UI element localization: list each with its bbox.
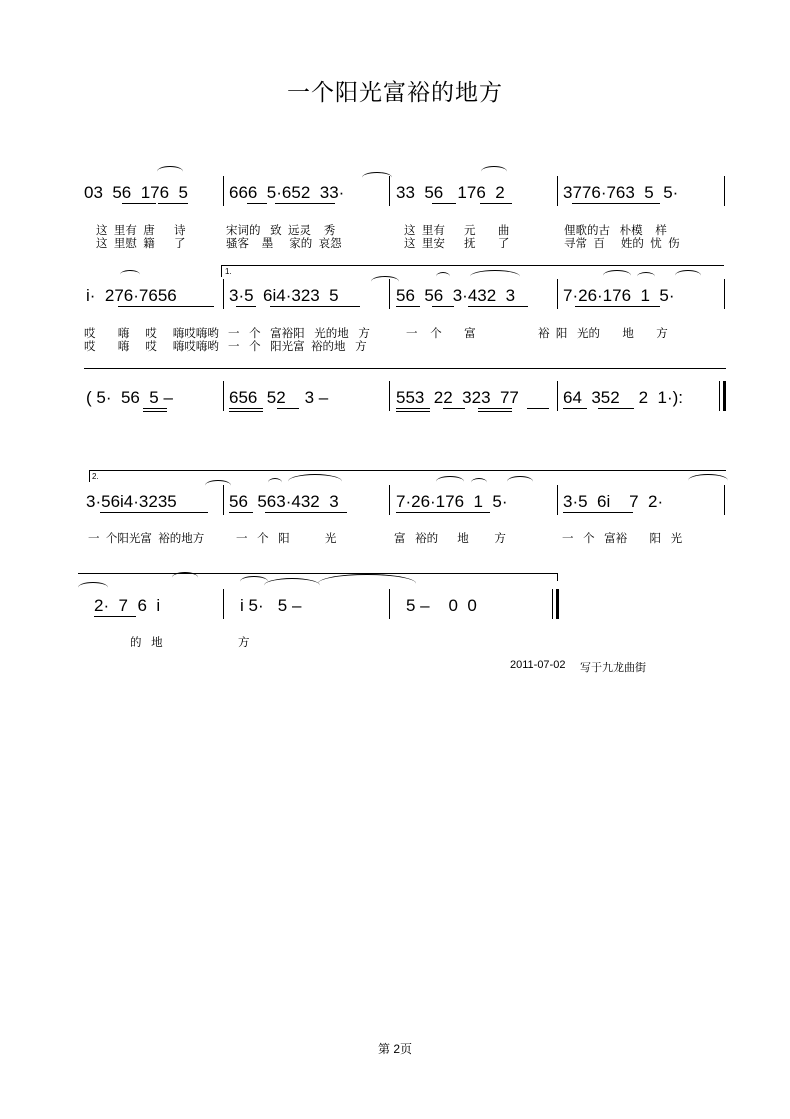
slur-mark <box>78 582 108 593</box>
lyric-line-2: 一 个 阳光富 裕的地 方 <box>228 341 367 353</box>
volta-bracket <box>221 265 724 266</box>
repeat-barline <box>723 381 726 411</box>
slur-mark <box>172 572 198 583</box>
tie-mark <box>371 276 399 287</box>
barline <box>557 381 558 411</box>
lyric-line-2: 这 里慰 籍 了 <box>96 238 186 250</box>
slur-mark <box>507 476 533 487</box>
slur-mark <box>470 270 520 283</box>
underline-beam <box>265 512 347 513</box>
barline <box>724 176 725 206</box>
final-barline <box>552 589 553 619</box>
barline <box>223 381 224 411</box>
underline-beam <box>270 306 360 307</box>
underline-beam <box>480 203 512 204</box>
lyric-line-1: 这 里有 元 曲 <box>404 225 510 237</box>
underline-beam <box>247 203 267 204</box>
slur-mark <box>675 270 701 281</box>
barline <box>557 485 558 515</box>
slur-mark <box>268 478 282 487</box>
underline-beam <box>143 408 167 409</box>
slur-mark <box>157 166 183 177</box>
tie-mark <box>318 574 416 593</box>
underline-beam <box>396 512 490 513</box>
tie-mark <box>362 172 392 183</box>
slur-mark <box>688 474 728 487</box>
underline-beam <box>478 408 512 409</box>
underline-beam <box>396 306 420 307</box>
barline <box>223 176 224 206</box>
measure-notes: 33 56 176 2 <box>396 183 505 202</box>
repeat-barline <box>719 381 720 411</box>
volta-bracket <box>89 470 726 471</box>
lyric-line-1: 的 地 <box>130 637 163 649</box>
volta-label: 2. <box>92 472 99 481</box>
lyric-line-2: 哎 嗨 哎 嗨哎嗨哟 <box>84 341 219 353</box>
volta-label: 1. <box>225 267 232 276</box>
slur-mark <box>436 272 450 281</box>
barline <box>223 279 224 309</box>
underline-beam <box>143 411 167 412</box>
underline-beam <box>432 203 456 204</box>
underline-beam <box>396 408 430 409</box>
measure-notes: i 5· 5 – <box>240 596 302 615</box>
underline-beam <box>158 203 188 204</box>
measure-notes: 553 22 323 77 <box>396 388 519 407</box>
underline-beam <box>118 306 214 307</box>
lyric-line-1: 俚歌的古 朴模 样 <box>564 225 667 237</box>
slur-mark <box>637 272 655 281</box>
underline-beam <box>94 616 136 617</box>
barline <box>724 279 725 309</box>
underline-beam <box>277 408 299 409</box>
underline-beam <box>563 408 587 409</box>
underline-beam <box>236 306 256 307</box>
volta-bracket <box>89 470 90 482</box>
measure-notes: 7·26·176 1 5· <box>396 492 508 511</box>
song-title: 一个阳光富裕的地方 <box>287 79 503 105</box>
footer-date: 2011-07-02 <box>510 659 566 671</box>
page-number: 第 2页 <box>377 1042 412 1056</box>
measure-notes: 3·5 6i 7 2· <box>563 492 664 511</box>
underline-beam <box>229 408 263 409</box>
underline-beam <box>396 411 430 412</box>
separator-line <box>557 573 558 581</box>
barline <box>389 485 390 515</box>
lyric-line-1: 富 裕的 地 方 <box>394 533 506 545</box>
underline-beam <box>575 306 660 307</box>
slur-mark <box>471 478 487 487</box>
lyric-line-1: 一 个 阳 光 <box>236 533 337 545</box>
underline-beam <box>478 411 512 412</box>
measure-notes: 7·26·176 1 5· <box>563 286 675 305</box>
lyric-line-1: 一 个 富裕阳 光的地 方 <box>228 328 370 340</box>
underline-beam <box>527 408 549 409</box>
separator-line <box>78 573 558 574</box>
lyric-line-1: 这 里有 唐 诗 <box>96 225 186 237</box>
slur-mark <box>120 270 140 279</box>
underline-beam <box>229 411 263 412</box>
barline <box>557 279 558 309</box>
measure-notes: 64 352 2 1·): <box>563 388 684 407</box>
lyric-line-1: 裕 阳 光的 地 方 <box>538 328 668 340</box>
lyric-line-2: 寻常 百 姓的 忧 伤 <box>564 238 680 250</box>
tie-mark <box>264 578 320 593</box>
underline-beam <box>443 408 465 409</box>
barline <box>724 485 725 515</box>
slur-mark <box>603 270 631 281</box>
barline <box>223 589 224 619</box>
measure-notes: 656 52 3 – <box>229 388 329 407</box>
measure-notes: 3776·763 5 5· <box>563 183 679 202</box>
measure-notes: 3·56i4·3235 <box>86 492 177 511</box>
separator-line <box>84 368 726 369</box>
lyric-line-1: 一 个 富 <box>406 328 476 340</box>
lyric-line-1: 宋词的 致 远灵 秀 <box>226 225 336 237</box>
footer-note: 写于九龙曲街 <box>580 662 646 674</box>
measure-notes: 3·5 6i4·323 5 <box>229 286 339 305</box>
measure-notes: 56 56 3·432 3 <box>396 286 516 305</box>
underline-beam <box>598 408 634 409</box>
barline <box>389 589 390 619</box>
tie-mark <box>205 480 231 491</box>
underline-beam <box>432 306 454 307</box>
volta-bracket <box>221 265 222 277</box>
underline-beam <box>229 512 253 513</box>
measure-notes: 5 – 0 0 <box>406 596 477 615</box>
measure-notes: 56 563·432 3 <box>229 492 339 511</box>
measure-notes: 666 5·652 33· <box>229 183 345 202</box>
measure-notes: 2· 7 6 i <box>94 596 161 615</box>
lyric-line-2: 这 里安 抚 了 <box>404 238 510 250</box>
measure-notes: 03 56 176 5 <box>84 183 188 202</box>
underline-beam <box>572 203 660 204</box>
final-barline <box>556 589 559 619</box>
slur-mark <box>481 166 507 177</box>
barline <box>389 381 390 411</box>
slur-mark <box>288 474 342 489</box>
underline-beam <box>563 512 633 513</box>
barline <box>557 176 558 206</box>
lyric-line-2: 骚客 墨 家的 哀怨 <box>226 238 342 250</box>
slur-mark <box>436 476 464 487</box>
underline-beam <box>468 306 528 307</box>
measure-notes: i· 276·7656 <box>86 286 177 305</box>
lyric-line-1: 一 个阳光富 裕的地方 <box>88 533 205 545</box>
underline-beam <box>275 203 335 204</box>
lyric-line-1: 方 <box>238 637 250 649</box>
lyric-line-1: 哎 嗨 哎 嗨哎嗨哟 <box>84 328 219 340</box>
underline-beam <box>100 512 208 513</box>
lyric-line-1: 一 个 富裕 阳 光 <box>562 533 683 545</box>
underline-beam <box>122 203 156 204</box>
measure-notes: ( 5· 56 5 – <box>86 388 173 407</box>
